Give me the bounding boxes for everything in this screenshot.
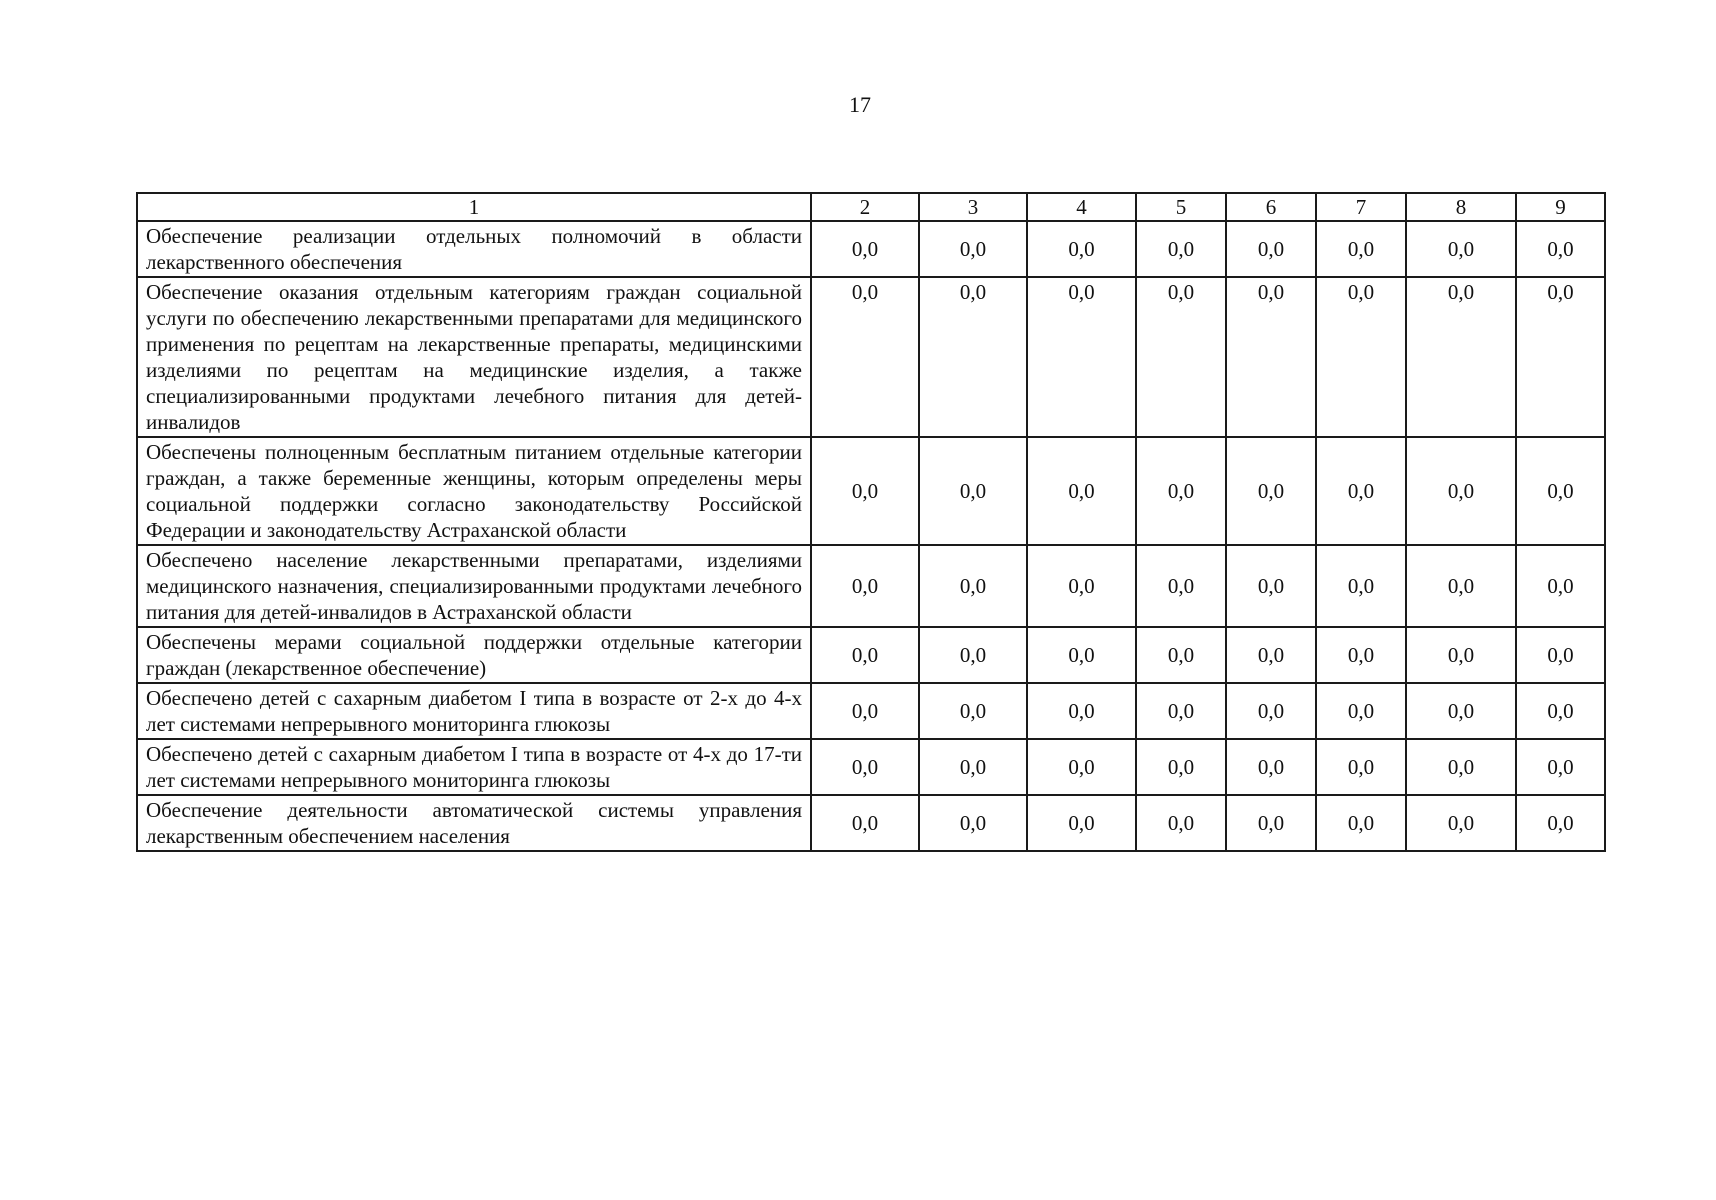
value-cell: 0,0	[811, 739, 919, 795]
value-cell: 0,0	[1406, 277, 1516, 437]
header-row	[137, 193, 1605, 221]
value-cell: 0,0	[1136, 627, 1226, 683]
value-cell: 0,0	[1516, 739, 1605, 795]
row-label: Обеспечены полноценным бесплатным питанием отдельные категории граждан, а также беременные женщины, которым определены меры социальной поддержки согласно законодательству Российской Федерации и законодательству Астраханской области	[137, 437, 811, 545]
column-header: 1	[137, 193, 811, 221]
table-row	[137, 683, 1605, 739]
value-cell: 0,0	[919, 277, 1027, 437]
value-cell: 0,0	[1316, 627, 1406, 683]
value-cell: 0,0	[1316, 795, 1406, 851]
row-label: Обеспечено детей с сахарным диабетом I типа в возрасте от 4-х до 17-ти лет системами непрерывного мониторинга глюкозы	[137, 739, 811, 795]
value-cell: 0,0	[1406, 739, 1516, 795]
value-cell: 0,0	[1027, 221, 1136, 277]
value-cell: 0,0	[1316, 739, 1406, 795]
value-cell: 0,0	[1226, 739, 1316, 795]
value-cell: 0,0	[919, 739, 1027, 795]
value-cell: 0,0	[1406, 221, 1516, 277]
value-cell: 0,0	[1516, 627, 1605, 683]
table-row	[137, 627, 1605, 683]
value-cell: 0,0	[1136, 221, 1226, 277]
row-label: Обеспечено население лекарственными препаратами, изделиями медицинского назначения, специализированными продуктами лечебного питания для детей-инвалидов в Астраханской области	[137, 545, 811, 627]
value-cell: 0,0	[811, 437, 919, 545]
table-row	[137, 739, 1605, 795]
value-cell: 0,0	[919, 627, 1027, 683]
value-cell: 0,0	[1316, 221, 1406, 277]
value-cell: 0,0	[811, 545, 919, 627]
value-cell: 0,0	[1226, 277, 1316, 437]
table-row	[137, 545, 1605, 627]
value-cell: 0,0	[1136, 795, 1226, 851]
value-cell: 0,0	[1136, 739, 1226, 795]
column-header: 4	[1027, 193, 1136, 221]
value-cell: 0,0	[1226, 627, 1316, 683]
value-cell: 0,0	[1406, 627, 1516, 683]
row-label: Обеспечено детей с сахарным диабетом I типа в возрасте от 2-х до 4-х лет системами непрерывного мониторинга глюкозы	[137, 683, 811, 739]
value-cell: 0,0	[1516, 683, 1605, 739]
value-cell: 0,0	[1406, 683, 1516, 739]
value-cell: 0,0	[811, 277, 919, 437]
table-row	[137, 795, 1605, 851]
value-cell: 0,0	[1516, 277, 1605, 437]
value-cell: 0,0	[1406, 545, 1516, 627]
value-cell: 0,0	[1516, 437, 1605, 545]
value-cell: 0,0	[811, 627, 919, 683]
table-row	[137, 277, 1605, 437]
column-header: 6	[1226, 193, 1316, 221]
value-cell: 0,0	[1027, 627, 1136, 683]
table-row	[137, 221, 1605, 277]
value-cell: 0,0	[1136, 437, 1226, 545]
value-cell: 0,0	[811, 795, 919, 851]
value-cell: 0,0	[1027, 683, 1136, 739]
value-cell: 0,0	[1027, 437, 1136, 545]
value-cell: 0,0	[811, 683, 919, 739]
page-number: 17	[849, 92, 871, 117]
value-cell: 0,0	[1027, 795, 1136, 851]
row-label: Обеспечение реализации отдельных полномочий в области лекарственного обеспечения	[137, 221, 811, 277]
value-cell: 0,0	[1406, 437, 1516, 545]
value-cell: 0,0	[1516, 545, 1605, 627]
row-label: Обеспечены мерами социальной поддержки отдельные категории граждан (лекарственное обеспечение)	[137, 627, 811, 683]
value-cell: 0,0	[919, 683, 1027, 739]
column-header: 9	[1516, 193, 1605, 221]
value-cell: 0,0	[1136, 545, 1226, 627]
value-cell: 0,0	[919, 221, 1027, 277]
value-cell: 0,0	[919, 545, 1027, 627]
value-cell: 0,0	[1516, 795, 1605, 851]
value-cell: 0,0	[811, 221, 919, 277]
value-cell: 0,0	[1027, 277, 1136, 437]
table-row	[137, 437, 1605, 545]
value-cell: 0,0	[1027, 545, 1136, 627]
column-header: 8	[1406, 193, 1516, 221]
value-cell: 0,0	[1136, 277, 1226, 437]
column-header: 3	[919, 193, 1027, 221]
budget-table	[136, 192, 1606, 852]
value-cell: 0,0	[1316, 545, 1406, 627]
value-cell: 0,0	[1316, 277, 1406, 437]
value-cell: 0,0	[1316, 683, 1406, 739]
value-cell: 0,0	[1136, 683, 1226, 739]
value-cell: 0,0	[1226, 545, 1316, 627]
value-cell: 0,0	[1316, 437, 1406, 545]
value-cell: 0,0	[1226, 683, 1316, 739]
value-cell: 0,0	[919, 437, 1027, 545]
row-label: Обеспечение деятельности автоматической системы управления лекарственным обеспечением населения	[137, 795, 811, 851]
value-cell: 0,0	[1226, 795, 1316, 851]
value-cell: 0,0	[1226, 221, 1316, 277]
value-cell: 0,0	[1406, 795, 1516, 851]
column-header: 2	[811, 193, 919, 221]
column-header: 7	[1316, 193, 1406, 221]
value-cell: 0,0	[1226, 437, 1316, 545]
value-cell: 0,0	[1516, 221, 1605, 277]
column-header: 5	[1136, 193, 1226, 221]
value-cell: 0,0	[1027, 739, 1136, 795]
value-cell: 0,0	[919, 795, 1027, 851]
row-label: Обеспечение оказания отдельным категориям граждан социальной услуги по обеспечению лекарственными препаратами для медицинского применения по рецептам на лекарственные препараты, медицинскими изделиями по рецептам на медицинские изделия, а также специализированными продуктами лечебного питания для детей-инвалидов	[137, 277, 811, 437]
